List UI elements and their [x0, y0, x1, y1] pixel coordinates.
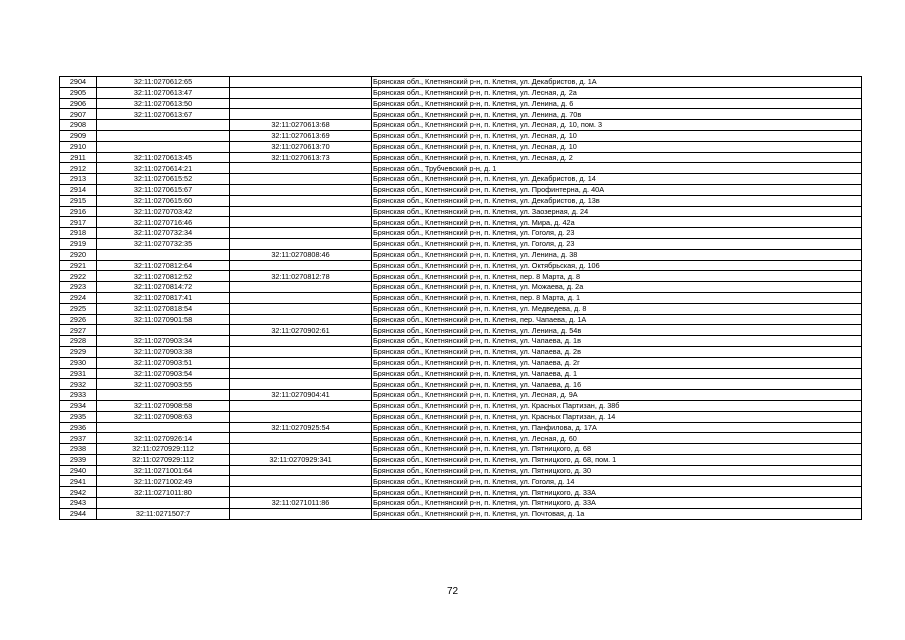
premises-cadastral-number-cell	[230, 487, 372, 498]
table-row	[60, 444, 862, 455]
cadastral-number-cell: 32:11:0270903:55	[97, 379, 230, 390]
address-cell: Брянская обл., Клетнянский р-н, п. Клетня, ул. Чапаева, д. 1	[372, 368, 862, 379]
cadastral-number-cell: 32:11:0271001:64	[97, 465, 230, 476]
premises-cadastral-number-cell	[230, 238, 372, 249]
premises-cadastral-number-cell: 32:11:0270613:69	[230, 130, 372, 141]
address-cell: Брянская обл., Клетнянский р-н, п. Клетня, ул. Пятницкого, д. 68	[372, 444, 862, 455]
address-cell: Брянская обл., Клетнянский р-н, п. Клетня, ул. Лесная, д. 10, пом. 3	[372, 120, 862, 131]
cadastral-number-cell: 32:11:0270903:34	[97, 336, 230, 347]
table-row	[60, 174, 862, 185]
table-row	[60, 109, 862, 120]
cadastral-number-cell: 32:11:0271002:49	[97, 476, 230, 487]
row-number-cell: 2942	[60, 487, 97, 498]
premises-cadastral-number-cell: 32:11:0270812:78	[230, 271, 372, 282]
premises-cadastral-number-cell	[230, 109, 372, 120]
table-row	[60, 152, 862, 163]
address-cell: Брянская обл., Клетнянский р-н, п. Клетня, ул. Красных Партизан, д. 14	[372, 411, 862, 422]
cadastral-number-cell	[97, 325, 230, 336]
table-row	[60, 508, 862, 519]
address-cell: Брянская обл., Клетнянский р-н, п. Клетня, ул. Чапаева, д. 1в	[372, 336, 862, 347]
address-cell: Брянская обл., Клетнянский р-н, п. Клетня, ул. Чапаева, д. 2г	[372, 357, 862, 368]
cadastral-number-cell: 32:11:0270732:34	[97, 228, 230, 239]
address-cell: Брянская обл., Клетнянский р-н, п. Клетня, ул. Лесная, д. 60	[372, 433, 862, 444]
premises-cadastral-number-cell: 32:11:0270925:54	[230, 422, 372, 433]
row-number-cell: 2921	[60, 260, 97, 271]
premises-cadastral-number-cell	[230, 433, 372, 444]
row-number-cell: 2926	[60, 314, 97, 325]
address-cell: Брянская обл., Клетнянский р-н, п. Клетня, ул. Гоголя, д. 14	[372, 476, 862, 487]
cadastral-number-cell: 32:11:0270814:72	[97, 282, 230, 293]
row-number-cell: 2927	[60, 325, 97, 336]
premises-cadastral-number-cell: 32:11:0270613:70	[230, 141, 372, 152]
cadastral-number-cell	[97, 130, 230, 141]
address-cell: Брянская обл., Клетнянский р-н, п. Клетня, ул. Красных Партизан, д. 38б	[372, 400, 862, 411]
premises-cadastral-number-cell	[230, 303, 372, 314]
premises-cadastral-number-cell	[230, 357, 372, 368]
row-number-cell: 2919	[60, 238, 97, 249]
premises-cadastral-number-cell	[230, 228, 372, 239]
address-cell: Брянская обл., Клетнянский р-н, п. Клетня, ул. Ленина, д. 38	[372, 249, 862, 260]
address-cell: Брянская обл., Клетнянский р-н, п. Клетня, ул. Декабристов, д. 14	[372, 174, 862, 185]
table-row	[60, 400, 862, 411]
table-row	[60, 120, 862, 131]
row-number-cell: 2904	[60, 77, 97, 88]
table-row	[60, 98, 862, 109]
address-cell: Брянская обл., Клетнянский р-н, п. Клетня, ул. Чапаева, д. 2в	[372, 346, 862, 357]
cadastral-number-cell	[97, 390, 230, 401]
table-row	[60, 228, 862, 239]
address-cell: Брянская обл., Клетнянский р-н, п. Клетня, ул. Пятницкого, д. 68, пом. 1	[372, 454, 862, 465]
table-row	[60, 260, 862, 271]
row-number-cell: 2929	[60, 346, 97, 357]
cadastral-number-cell: 32:11:0270901:58	[97, 314, 230, 325]
row-number-cell: 2916	[60, 206, 97, 217]
table-row	[60, 130, 862, 141]
row-number-cell: 2938	[60, 444, 97, 455]
address-cell: Брянская обл., Клетнянский р-н, п. Клетня, ул. Профинтерна, д. 40А	[372, 184, 862, 195]
table-row	[60, 346, 862, 357]
address-cell: Брянская обл., Клетнянский р-н, п. Клетня, ул. Гоголя, д. 23	[372, 228, 862, 239]
table-row	[60, 184, 862, 195]
cadastral-number-cell: 32:11:0270615:60	[97, 195, 230, 206]
address-cell: Брянская обл., Клетнянский р-н, п. Клетня, ул. Лесная, д. 2а	[372, 87, 862, 98]
premises-cadastral-number-cell	[230, 217, 372, 228]
address-cell: Брянская обл., Клетнянский р-н, п. Клетня, ул. Ленина, д. 6	[372, 98, 862, 109]
table-row	[60, 282, 862, 293]
address-cell: Брянская обл., Клетнянский р-н, п. Клетня, ул. Ленина, д. 54в	[372, 325, 862, 336]
cadastral-number-cell: 32:11:0270614:21	[97, 163, 230, 174]
cadastral-number-cell	[97, 120, 230, 131]
row-number-cell: 2928	[60, 336, 97, 347]
table-row	[60, 390, 862, 401]
table-row	[60, 411, 862, 422]
table-row	[60, 163, 862, 174]
premises-cadastral-number-cell	[230, 465, 372, 476]
row-number-cell: 2922	[60, 271, 97, 282]
row-number-cell: 2934	[60, 400, 97, 411]
table-row	[60, 206, 862, 217]
table-row	[60, 314, 862, 325]
row-number-cell: 2915	[60, 195, 97, 206]
premises-cadastral-number-cell	[230, 411, 372, 422]
premises-cadastral-number-cell	[230, 98, 372, 109]
cadastral-number-cell	[97, 141, 230, 152]
premises-cadastral-number-cell: 32:11:0270902:61	[230, 325, 372, 336]
row-number-cell: 2912	[60, 163, 97, 174]
premises-cadastral-number-cell	[230, 163, 372, 174]
address-cell: Брянская обл., Клетнянский р-н, п. Клетня, ул. Лесная, д. 2	[372, 152, 862, 163]
row-number-cell: 2917	[60, 217, 97, 228]
register-table-body	[60, 77, 862, 520]
cadastral-number-cell: 32:11:0270612:65	[97, 77, 230, 88]
address-cell: Брянская обл., Клетнянский р-н, п. Клетня, ул. Лесная, д. 9А	[372, 390, 862, 401]
row-number-cell: 2941	[60, 476, 97, 487]
row-number-cell: 2944	[60, 508, 97, 519]
address-cell: Брянская обл., Клетнянский р-н, п. Клетня, пер. 8 Марта, д. 1	[372, 292, 862, 303]
cadastral-number-cell: 32:11:0270613:45	[97, 152, 230, 163]
premises-cadastral-number-cell	[230, 174, 372, 185]
address-cell: Брянская обл., Клетнянский р-н, п. Клетня, ул. Декабристов, д. 13в	[372, 195, 862, 206]
row-number-cell: 2930	[60, 357, 97, 368]
premises-cadastral-number-cell	[230, 77, 372, 88]
row-number-cell: 2909	[60, 130, 97, 141]
cadastral-number-cell: 32:11:0270716:46	[97, 217, 230, 228]
table-row	[60, 465, 862, 476]
premises-cadastral-number-cell	[230, 508, 372, 519]
cadastral-number-cell: 32:11:0271011:80	[97, 487, 230, 498]
cadastral-number-cell: 32:11:0271507:7	[97, 508, 230, 519]
row-number-cell: 2913	[60, 174, 97, 185]
address-cell: Брянская обл., Клетнянский р-н, п. Клетня, ул. Чапаева, д. 16	[372, 379, 862, 390]
cadastral-number-cell: 32:11:0270613:50	[97, 98, 230, 109]
table-row	[60, 141, 862, 152]
table-row	[60, 379, 862, 390]
address-cell: Брянская обл., Клетнянский р-н, п. Клетня, ул. Гоголя, д. 23	[372, 238, 862, 249]
row-number-cell: 2910	[60, 141, 97, 152]
row-number-cell: 2908	[60, 120, 97, 131]
cadastral-number-cell: 32:11:0270929:112	[97, 444, 230, 455]
cadastral-number-cell: 32:11:0270812:52	[97, 271, 230, 282]
cadastral-number-cell: 32:11:0270817:41	[97, 292, 230, 303]
row-number-cell: 2911	[60, 152, 97, 163]
table-row	[60, 454, 862, 465]
premises-cadastral-number-cell: 32:11:0270904:41	[230, 390, 372, 401]
row-number-cell: 2937	[60, 433, 97, 444]
address-cell: Брянская обл., Клетнянский р-н, п. Клетня, ул. Ленина, д. 70в	[372, 109, 862, 120]
table-row	[60, 238, 862, 249]
premises-cadastral-number-cell	[230, 346, 372, 357]
table-row	[60, 368, 862, 379]
row-number-cell: 2935	[60, 411, 97, 422]
row-number-cell: 2914	[60, 184, 97, 195]
cadastral-number-cell	[97, 249, 230, 260]
row-number-cell: 2931	[60, 368, 97, 379]
row-number-cell: 2933	[60, 390, 97, 401]
address-cell: Брянская обл., Клетнянский р-н, п. Клетня, ул. Пятницкого, д. 33А	[372, 487, 862, 498]
table-row	[60, 87, 862, 98]
table-row	[60, 433, 862, 444]
cadastral-register-table	[59, 76, 862, 520]
table-row	[60, 476, 862, 487]
premises-cadastral-number-cell	[230, 314, 372, 325]
premises-cadastral-number-cell	[230, 260, 372, 271]
row-number-cell: 2925	[60, 303, 97, 314]
address-cell: Брянская обл., Клетнянский р-н, п. Клетня, ул. Почтовая, д. 1а	[372, 508, 862, 519]
premises-cadastral-number-cell: 32:11:0271011:86	[230, 498, 372, 509]
cadastral-number-cell: 32:11:0270926:14	[97, 433, 230, 444]
premises-cadastral-number-cell	[230, 379, 372, 390]
row-number-cell: 2932	[60, 379, 97, 390]
premises-cadastral-number-cell	[230, 336, 372, 347]
cadastral-number-cell: 32:11:0270908:63	[97, 411, 230, 422]
address-cell: Брянская обл., Клетнянский р-н, п. Клетня, ул. Лесная, д. 10	[372, 141, 862, 152]
row-number-cell: 2936	[60, 422, 97, 433]
address-cell: Брянская обл., Клетнянский р-н, п. Клетня, ул. Лесная, д. 10	[372, 130, 862, 141]
address-cell: Брянская обл., Клетнянский р-н, п. Клетня, ул. Декабристов, д. 1А	[372, 77, 862, 88]
table-row	[60, 292, 862, 303]
table-row	[60, 217, 862, 228]
cadastral-number-cell	[97, 498, 230, 509]
address-cell: Брянская обл., Клетнянский р-н, п. Клетня, ул. Можаева, д. 2а	[372, 282, 862, 293]
cadastral-number-cell: 32:11:0270615:52	[97, 174, 230, 185]
cadastral-number-cell: 32:11:0270703:42	[97, 206, 230, 217]
table-row	[60, 357, 862, 368]
premises-cadastral-number-cell: 32:11:0270613:68	[230, 120, 372, 131]
table-row	[60, 325, 862, 336]
address-cell: Брянская обл., Клетнянский р-н, п. Клетня, ул. Пятницкого, д. 30	[372, 465, 862, 476]
address-cell: Брянская обл., Клетнянский р-н, п. Клетня, ул. Мира, д. 42а	[372, 217, 862, 228]
cadastral-number-cell: 32:11:0270903:38	[97, 346, 230, 357]
cadastral-number-cell: 32:11:0270929:112	[97, 454, 230, 465]
address-cell: Брянская обл., Клетнянский р-н, п. Клетня, ул. Панфилова, д. 17А	[372, 422, 862, 433]
page-number: 72	[446, 586, 459, 597]
premises-cadastral-number-cell	[230, 476, 372, 487]
premises-cadastral-number-cell	[230, 292, 372, 303]
address-cell: Брянская обл., Клетнянский р-н, п. Клетня, пер. 8 Марта, д. 8	[372, 271, 862, 282]
row-number-cell: 2918	[60, 228, 97, 239]
cadastral-number-cell: 32:11:0270732:35	[97, 238, 230, 249]
row-number-cell: 2924	[60, 292, 97, 303]
cadastral-number-cell: 32:11:0270615:67	[97, 184, 230, 195]
row-number-cell: 2906	[60, 98, 97, 109]
table-row	[60, 498, 862, 509]
row-number-cell: 2923	[60, 282, 97, 293]
address-cell: Брянская обл., Клетнянский р-н, п. Клетня, ул. Заозерная, д. 24	[372, 206, 862, 217]
row-number-cell: 2939	[60, 454, 97, 465]
table-row	[60, 487, 862, 498]
address-cell: Брянская обл., Клетнянский р-н, п. Клетня, пер. Чапаева, д. 1А	[372, 314, 862, 325]
address-cell: Брянская обл., Клетнянский р-н, п. Клетня, ул. Октябрьская, д. 106	[372, 260, 862, 271]
premises-cadastral-number-cell: 32:11:0270929:341	[230, 454, 372, 465]
row-number-cell: 2943	[60, 498, 97, 509]
cadastral-number-cell: 32:11:0270812:64	[97, 260, 230, 271]
cadastral-number-cell: 32:11:0270613:67	[97, 109, 230, 120]
table-row	[60, 422, 862, 433]
table-row	[60, 249, 862, 260]
address-cell: Брянская обл., Клетнянский р-н, п. Клетня, ул. Пятницкого, д. 33А	[372, 498, 862, 509]
table-row	[60, 77, 862, 88]
table-row	[60, 271, 862, 282]
premises-cadastral-number-cell: 32:11:0270613:73	[230, 152, 372, 163]
table-row	[60, 303, 862, 314]
address-cell: Брянская обл., Клетнянский р-н, п. Клетня, ул. Медведева, д. 8	[372, 303, 862, 314]
table-row	[60, 195, 862, 206]
row-number-cell: 2920	[60, 249, 97, 260]
premises-cadastral-number-cell	[230, 400, 372, 411]
cadastral-number-cell: 32:11:0270903:54	[97, 368, 230, 379]
premises-cadastral-number-cell	[230, 282, 372, 293]
cadastral-number-cell: 32:11:0270908:58	[97, 400, 230, 411]
cadastral-number-cell: 32:11:0270903:51	[97, 357, 230, 368]
row-number-cell: 2940	[60, 465, 97, 476]
row-number-cell: 2907	[60, 109, 97, 120]
row-number-cell: 2905	[60, 87, 97, 98]
table-row	[60, 336, 862, 347]
premises-cadastral-number-cell	[230, 206, 372, 217]
premises-cadastral-number-cell	[230, 444, 372, 455]
address-cell: Брянская обл., Трубчевский р-н, д. 1	[372, 163, 862, 174]
cadastral-number-cell: 32:11:0270613:47	[97, 87, 230, 98]
premises-cadastral-number-cell	[230, 184, 372, 195]
premises-cadastral-number-cell: 32:11:0270808:46	[230, 249, 372, 260]
premises-cadastral-number-cell	[230, 195, 372, 206]
cadastral-number-cell	[97, 422, 230, 433]
cadastral-number-cell: 32:11:0270818:54	[97, 303, 230, 314]
premises-cadastral-number-cell	[230, 87, 372, 98]
premises-cadastral-number-cell	[230, 368, 372, 379]
